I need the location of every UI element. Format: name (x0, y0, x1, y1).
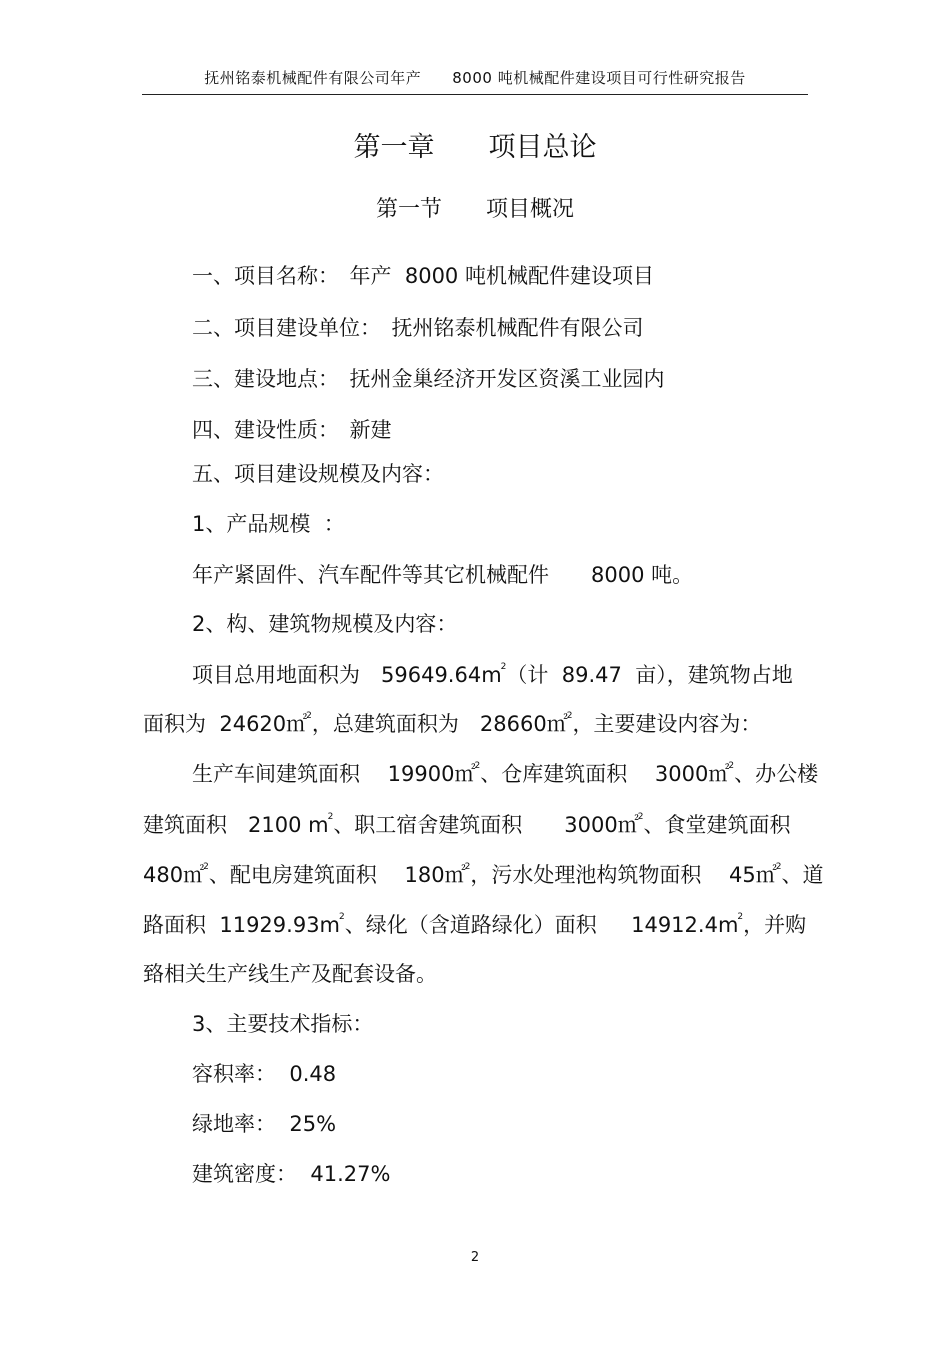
buildings-paragraph-2-line-5: 臵相关生产线生产及配套设备。 (143, 962, 437, 986)
canteen-label-text: 、食堂建筑面积 (643, 813, 791, 837)
dormitory-area-text: 、职工宿舍建筑面积 3000㎡ (333, 813, 639, 837)
item-project-name: 一、项目名称： 年产 8000 吨机械配件建设项目 (192, 264, 654, 288)
chapter-title: 第一章 项目总论 (353, 132, 597, 163)
item-construction-nature: 四、建设性质： 新建 (192, 418, 392, 442)
warehouse-area-text: 、仓库建筑面积 3000㎡ (480, 762, 730, 786)
sewage-area-text: ，污水处理池构筑物面积 45㎡ (470, 863, 777, 887)
buildings-heading: 2、构、建筑物规模及内容： (192, 612, 458, 636)
superscript: 2 (474, 761, 481, 771)
purchase-text: ，并购 (743, 913, 807, 937)
main-content-text: ，主要建设内容为： (572, 712, 762, 736)
canteen-area-text: 480㎡ (143, 863, 205, 887)
superscript: 2 (464, 862, 471, 872)
superscript: 2 (775, 862, 782, 872)
footprint-text: 面积为 24620㎡ (143, 712, 308, 736)
buildings-paragraph-2-line-4 (143, 910, 806, 940)
power-room-area-text: 、配电房建筑面积 180㎡ (208, 863, 466, 887)
superscript: 2 (737, 912, 744, 922)
buildings-paragraph-2-line-3 (143, 860, 823, 890)
office-area-text: 建筑面积 2100 m (143, 813, 329, 837)
buildings-paragraph-1-line-1 (192, 660, 793, 690)
page-number: 2 (470, 1250, 480, 1265)
office-label-text: 、办公楼 (734, 762, 819, 786)
workshop-area-text: 生产车间建筑面积 19900㎡ (192, 762, 476, 786)
superscript: 2 (327, 812, 334, 822)
buildings-paragraph-2-line-2 (143, 810, 791, 840)
road-area-text: 路面积 11929.93m (143, 913, 341, 937)
tech-indicators-heading: 3、主要技术指标： (192, 1012, 374, 1036)
superscript: 2 (339, 912, 345, 922)
superscript: 2 (728, 761, 735, 771)
land-area-mu-text: （计 89.47 亩），建筑物占地 (506, 663, 793, 687)
superscript: 2 (500, 662, 507, 672)
green-area-text: 、绿化（含道路绿化）面积 14912.4m (344, 913, 739, 937)
header-rule (142, 94, 808, 95)
running-header: 抚州铭泰机械配件有限公司年产 8000 吨机械配件建设项目可行性研究报告 (204, 69, 746, 87)
superscript: 2 (566, 711, 573, 721)
land-area-text: 项目总用地面积为 59649.64m (192, 663, 502, 687)
superscript: 2 (203, 862, 209, 872)
product-scale-heading: 1、产品规模 ： (192, 512, 345, 536)
road-label-text: 、道 (781, 863, 824, 887)
buildings-paragraph-2-line-1 (192, 759, 818, 789)
green-ratio: 绿地率： 25% (192, 1112, 337, 1136)
item-scale-heading: 五、项目建设规模及内容： (192, 462, 444, 486)
product-scale-text: 年产紧固件、汽车配件等其它机械配件 8000 吨。 (192, 563, 694, 587)
superscript: 2 (306, 711, 312, 721)
item-construction-unit: 二、项目建设单位： 抚州铭泰机械配件有限公司 (192, 316, 644, 340)
section-title: 第一节 项目概况 (375, 197, 574, 222)
floor-area-ratio: 容积率： 0.48 (192, 1062, 337, 1086)
building-density: 建筑密度： 41.27% (192, 1162, 391, 1186)
buildings-paragraph-1-line-2 (143, 709, 761, 739)
item-construction-location: 三、建设地点： 抚州金巢经济开发区资溪工业园内 (192, 367, 665, 391)
total-floor-area-text: ，总建筑面积为 28660㎡ (311, 712, 568, 736)
superscript: 2 (637, 812, 644, 822)
